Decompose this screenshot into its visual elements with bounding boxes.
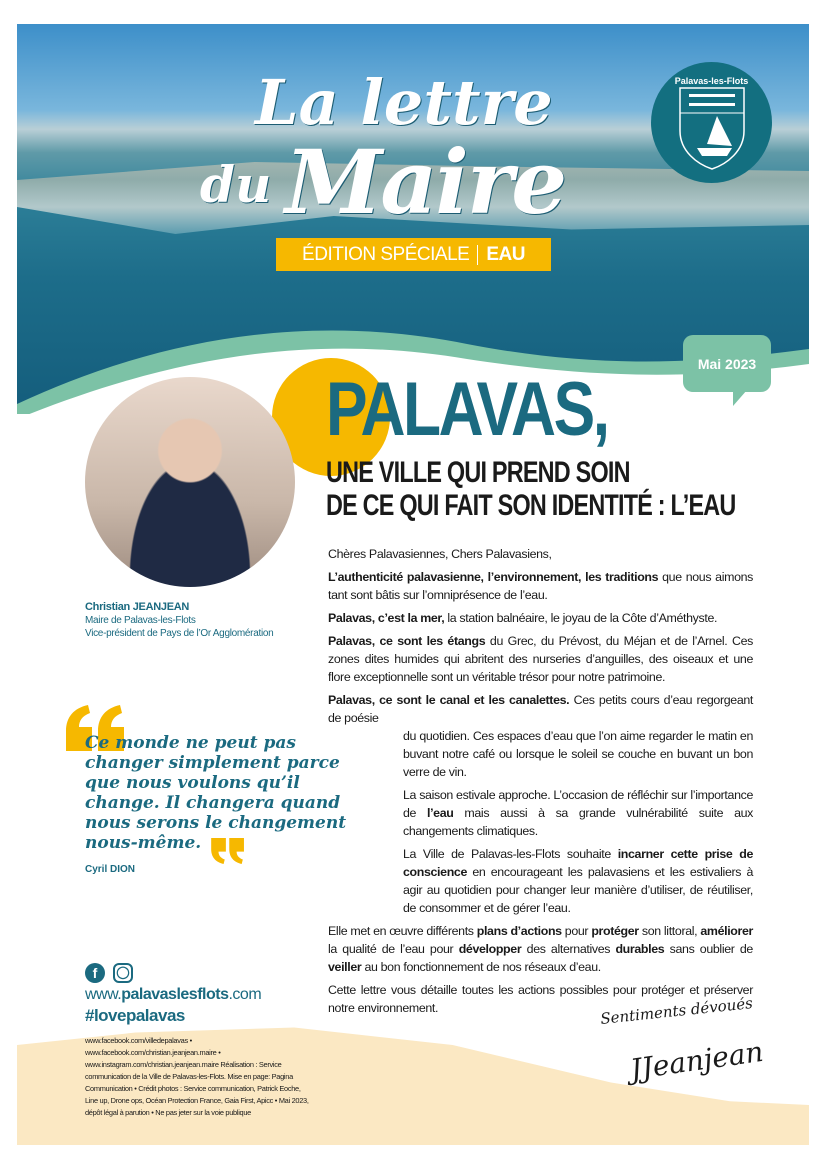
credits: www.facebook.com/villedepalavas • www.facebook.com/christian.jeanjean.maire • www.instagram.com/christian.jeanjean.maire Réalisation : Service communication de la Ville de Palavas-les-Flots. Mise en page: Pagina Communication • Crédit photos : Service communication, Patrick Eoche, Line up, Drone ops, Océan Protection France, Gaia First, Apicc • Mai 2023, dépôt légal à parution • Ne pas jeter sur la voie publique: [85, 1036, 309, 1117]
paragraph: La saison estivale approche. L’occasion de réfléchir sur l’importance de l’eau mais aussi à sa grande vulnérabilité suite aux changements climatiques.: [403, 788, 753, 838]
hashtag: #lovepalavas: [85, 1006, 185, 1025]
author-role: Vice-président de Pays de l’Or Agglomération: [85, 628, 274, 639]
quote-text: Ce monde ne peut pas changer simplement parce que nous voulons qu’il change. Il changera quand nous serons le changement nous-même.: [85, 733, 347, 853]
edition-theme: EAU: [486, 243, 525, 265]
seal-name: Palavas-les-Flots: [674, 76, 749, 86]
paragraph: Palavas, c’est la mer, la station balnéaire, le joyau de la Côte d’Améthyste.: [328, 611, 718, 625]
facebook-icon[interactable]: f: [85, 963, 105, 983]
edition-banner: [276, 238, 551, 271]
masthead-maire: Maire: [285, 130, 566, 234]
date-badge: Mai 2023: [683, 335, 771, 392]
social-links: [85, 963, 133, 983]
signature: JJeanjean: [628, 1034, 766, 1087]
paragraph: Palavas, ce sont les étangs du Grec, du Prévost, du Méjan et de l’Arnel. Ces zones dites humides qui abritent des nurseries d’anguilles, des oiseaux et une flore exceptionnelle sont un véritable trésor pour notre patrimoine.: [328, 634, 753, 684]
shield-boat-icon: [677, 86, 747, 171]
paragraph: du quotidien. Ces espaces d’eau que l’on aime regarder le matin en buvant notre café ou lorsque le soleil se couche en buvant un bon verre de vin.: [403, 729, 753, 779]
masthead-la-lettre: La lettre: [255, 66, 553, 139]
divider: [477, 245, 478, 265]
instagram-icon[interactable]: ◯: [113, 963, 133, 983]
paragraph: La Ville de Palavas-les-Flots souhaite incarner cette prise de conscience en encourageant les palavasiens et les estivaliers à agir au quotidien pour changer leur manière d’utiliser, de réutiliser, de consommer et de gérer l’eau.: [403, 847, 753, 915]
subtitle-line: UNE VILLE QUI PREND SOIN: [326, 456, 630, 489]
quote-author: Cyril DION: [85, 864, 136, 875]
edition-label: ÉDITION SPÉCIALE: [302, 243, 470, 265]
author-name: Christian JEANJEAN: [85, 601, 190, 613]
letter-body: [328, 545, 753, 1022]
paragraph: Palavas, ce sont le canal et les canalettes. Ces petits cours d’eau regorgeant de poésie: [328, 693, 753, 725]
author-role: Maire de Palavas-les-Flots: [85, 615, 196, 626]
paragraph: Cette lettre vous détaille toutes les actions possibles pour protéger et préserver notre environnement.: [328, 983, 753, 1015]
paragraph: Elle met en œuvre différents plans d’actions pour protéger son littoral, améliorer la qualité de l’eau pour développer des alternatives durables sans oublier de veiller au bon fonctionnement de nos réseaux d’eau.: [328, 924, 753, 974]
website-link[interactable]: www.palavaslesflots.com: [85, 986, 262, 1003]
headline-title: PALAVAS,: [326, 367, 608, 452]
paragraph: L’authenticité palavasienne, l’environnement, les traditions que nous aimons tant sont bâtis sur l’omniprésence de l’eau.: [328, 570, 753, 602]
greeting: Chères Palavasiennes, Chers Palavasiens,: [328, 547, 552, 561]
masthead-du: du: [200, 155, 272, 214]
closing-handwritten: Sentiments dévoués: [599, 994, 754, 1028]
headline-subtitle: [326, 456, 736, 522]
subtitle-line: DE CE QUI FAIT SON IDENTITÉ : L’EAU: [326, 489, 736, 522]
city-seal-logo: [651, 62, 772, 183]
author-block: [85, 601, 273, 640]
mayor-portrait: [85, 377, 295, 587]
